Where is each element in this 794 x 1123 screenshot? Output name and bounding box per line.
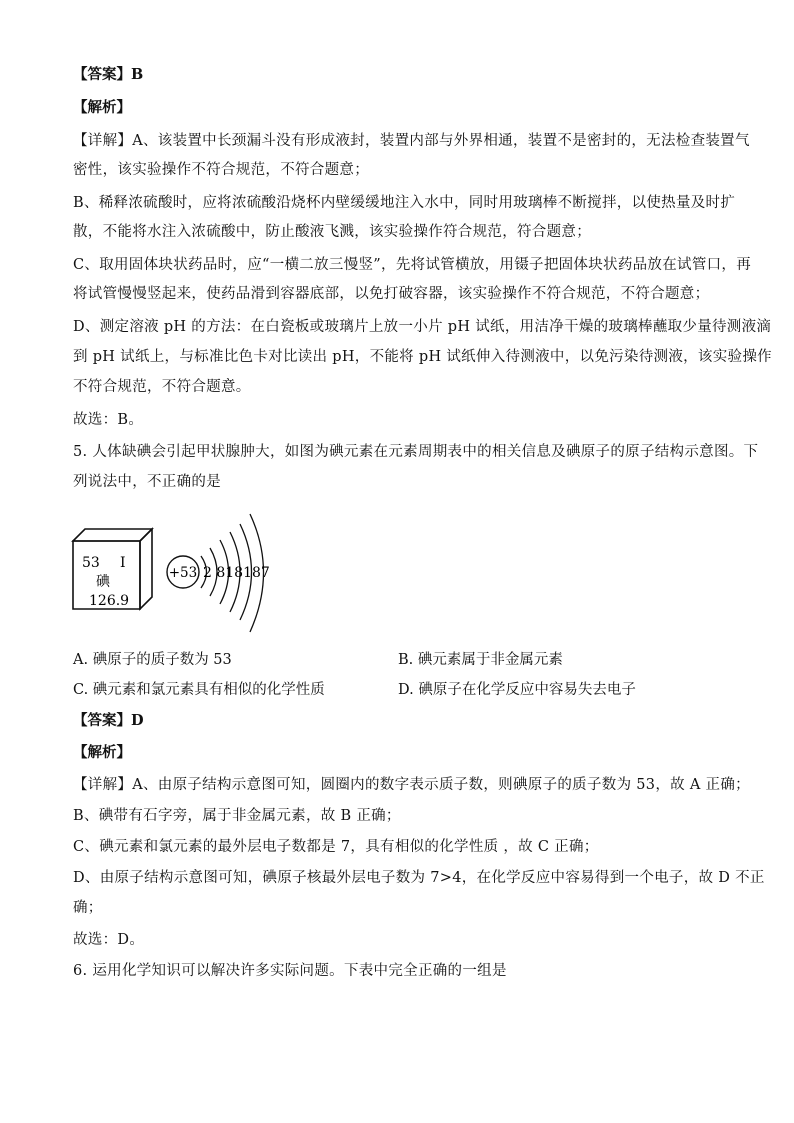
q4-detail-line: B、稀释浓硫酸时，应将浓硫酸沿烧杯内壁缓缓地注入水中，同时用玻璃棒不断搅拌，以使热量及时扩 bbox=[73, 195, 736, 211]
q5-analysis-label: 【解析】 bbox=[73, 744, 131, 761]
atomic-number: 53 bbox=[82, 555, 100, 571]
atomic-mass: 126.9 bbox=[89, 593, 130, 609]
q5-stem: 5. 人体缺碘会引起甲状腺肿大，如图为碘元素在元素周期表中的相关信息及碘原子的原子结构示意图。下 bbox=[73, 444, 759, 460]
element-name: 碘 bbox=[96, 574, 110, 590]
option-c: C. 碘元素和氯元素具有相似的化学性质 bbox=[73, 682, 325, 698]
iodine-figure bbox=[70, 508, 280, 638]
q5-detail-line: 确； bbox=[73, 900, 103, 916]
q4-detail-line: 将试管慢慢竖起来，使药品滑到容器底部，以免打破容器，该实验操作不符合规范，不符合题意； bbox=[73, 286, 710, 302]
q5-detail-line: D、由原子结构示意图可知，碘原子核最外层电子数为 7>4，在化学反应中容易得到一个电子，故 D 不正 bbox=[73, 870, 765, 886]
electron-shell-counts: 2 818187 bbox=[203, 565, 270, 581]
q6-stem: 6. 运用化学知识可以解决许多实际问题。下表中完全正确的一组是 bbox=[73, 963, 507, 979]
q5-detail-line: C、碘元素和氯元素的最外层电子数都是 7，具有相似的化学性质 ，故 C 正确； bbox=[73, 839, 599, 855]
q5-detail-line: B、碘带有石字旁，属于非金属元素，故 B 正确； bbox=[73, 808, 401, 824]
q5-answer: 【答案】D bbox=[73, 712, 144, 729]
q4-analysis-label: 【解析】 bbox=[73, 99, 131, 116]
nucleus-charge: +53 bbox=[168, 565, 198, 581]
q4-detail-line: 散，不能将水注入浓硫酸中，防止酸液飞溅，该实验操作符合规范，符合题意； bbox=[73, 224, 591, 240]
q4-detail-line: 【详解】A、该装置中长颈漏斗没有形成液封，装置内部与外界相通，装置不是密封的，无法检查装置气 bbox=[73, 133, 750, 149]
q5-stem: 列说法中，不正确的是 bbox=[73, 474, 221, 490]
q5-detail-line: 【详解】A、由原子结构示意图可知，圆圈内的数字表示质子数，则碘原子的质子数为 53，故 A 正确； bbox=[73, 777, 750, 793]
element-symbol: I bbox=[120, 555, 126, 571]
option-b: B. 碘元素属于非金属元素 bbox=[398, 652, 563, 668]
q4-answer: 【答案】B bbox=[73, 66, 144, 83]
q4-conclusion: 故选：B。 bbox=[73, 412, 144, 428]
q4-detail-line: 密性，该实验操作不符合规范，不符合题意； bbox=[73, 162, 369, 178]
q5-conclusion: 故选：D。 bbox=[73, 932, 145, 948]
q4-detail-line: 到 pH 试纸上，与标准比色卡对比读出 pH，不能将 pH 试纸伸入待测液中，以免污染待测液，该实验操作 bbox=[73, 349, 772, 365]
option-d: D. 碘原子在化学反应中容易失去电子 bbox=[398, 682, 636, 698]
option-a: A. 碘原子的质子数为 53 bbox=[73, 652, 232, 668]
q4-detail-line: 不符合规范，不符合题意。 bbox=[73, 379, 251, 395]
q4-detail-line: D、测定溶液 pH 的方法：在白瓷板或玻璃片上放一小片 pH 试纸，用洁净干燥的玻璃棒蘸取少量待测液滴 bbox=[73, 319, 772, 335]
q4-detail-line: C、取用固体块状药品时，应“一横二放三慢竖”，先将试管横放，用镊子把固体块状药品放在试管口，再 bbox=[73, 257, 752, 273]
